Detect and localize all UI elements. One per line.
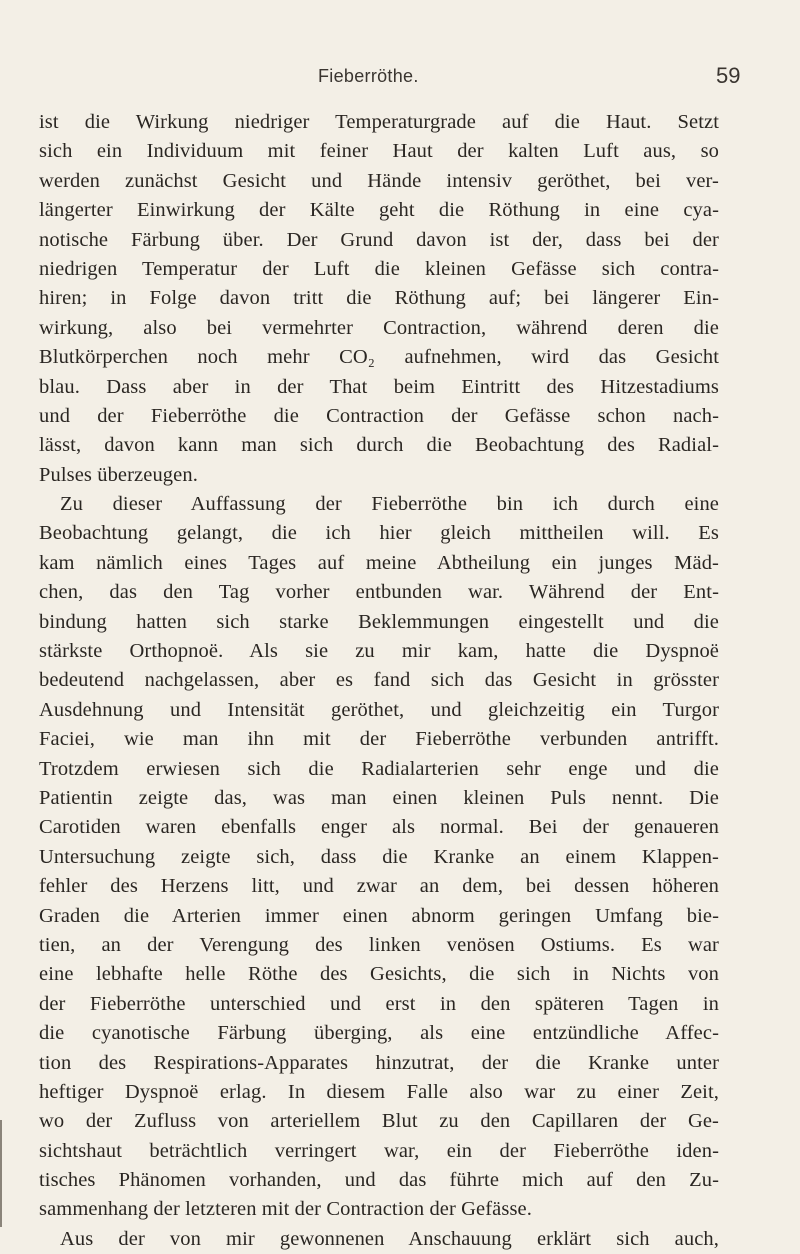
text-line: tisches Phänomen vorhanden, und das führte mich auf den Zu- xyxy=(39,1169,719,1192)
text-line: sichtshaut beträchtlich verringert war, ein der Fieberröthe iden- xyxy=(39,1139,719,1162)
text-line: eine lebhafte helle Röthe des Gesichts, die sich in Nichts von xyxy=(39,963,719,986)
text-line: fehler des Herzens litt, und zwar an dem, bei dessen höheren xyxy=(39,875,719,898)
text-line: ist die Wirkung niedriger Temperaturgrade auf die Haut. Setzt xyxy=(39,111,719,133)
text-line: blau. Dass aber in der That beim Eintritt des Hitzestadiums xyxy=(39,375,719,398)
page-edge-shadow xyxy=(0,1120,2,1227)
text-line: Zu dieser Auffassung der Fieberröthe bin ich durch eine xyxy=(60,493,719,516)
text-line: Blutkörperchen noch mehr CO₂ aufnehmen, wird das Gesicht xyxy=(39,346,719,369)
text-line: lässt, davon kann man sich durch die Beobachtung des Radial- xyxy=(39,434,719,457)
text-line: hiren; in Folge davon tritt die Röthung auf; bei längerer Ein- xyxy=(39,287,719,310)
text-line: niedrigen Temperatur der Luft die kleinen Gefässe sich contra- xyxy=(39,257,719,280)
text-line: Untersuchung zeigte sich, dass die Kranke an einem Klappen- xyxy=(39,845,719,868)
text-line: Carotiden waren ebenfalls enger als normal. Bei der genaueren xyxy=(39,816,719,839)
body-text xyxy=(39,108,719,1254)
text-line: wo der Zufluss von arteriellem Blut zu den Capillaren der Ge- xyxy=(39,1110,719,1133)
text-line: Aus der von mir gewonnenen Anschauung erklärt sich auch, xyxy=(60,1227,719,1250)
text-line: und der Fieberröthe die Contraction der Gefässe schon nach- xyxy=(39,404,719,427)
running-title: Fieberröthe. xyxy=(318,66,419,86)
text-line: bindung hatten sich starke Beklemmungen eingestellt und die xyxy=(39,610,719,633)
text-line: heftiger Dyspnoë erlag. In diesem Falle also war zu einer Zeit, xyxy=(39,1080,719,1103)
text-line: bedeutend nachgelassen, aber es fand sich das Gesicht in grösster xyxy=(39,669,719,692)
text-line: der Fieberröthe unterschied und erst in den späteren Tagen in xyxy=(39,992,719,1015)
text-line: notische Färbung über. Der Grund davon ist der, dass bei der xyxy=(39,228,719,251)
text-line: Ausdehnung und Intensität geröthet, und gleichzeitig ein Turgor xyxy=(39,698,719,721)
running-head xyxy=(0,63,800,96)
text-line: werden zunächst Gesicht und Hände intensiv geröthet, bei ver- xyxy=(39,169,719,192)
text-line: Trotzdem erwiesen sich die Radialarterien sehr enge und die xyxy=(39,757,719,780)
text-line: Graden die Arterien immer einen abnorm geringen Umfang bie- xyxy=(39,904,719,927)
text-line: sammenhang der letzteren mit der Contraction der Gefässe. xyxy=(39,1198,532,1221)
text-line: tien, an der Verengung des linken venösen Ostiums. Es war xyxy=(39,933,719,956)
text-line: Faciei, wie man ihn mit der Fieberröthe verbunden antrifft. xyxy=(39,728,719,751)
text-line: die cyanotische Färbung überging, als eine entzündliche Affec- xyxy=(39,1022,719,1045)
text-line: Beobachtung gelangt, die ich hier gleich mittheilen will. Es xyxy=(39,522,719,545)
text-line: Pulses überzeugen. xyxy=(39,463,198,486)
text-line: längerter Einwirkung der Kälte geht die Röthung in eine cya- xyxy=(39,199,719,222)
text-line: sich ein Individuum mit feiner Haut der kalten Luft aus, so xyxy=(39,140,719,163)
text-line: tion des Respirations-Apparates hinzutrat, der die Kranke unter xyxy=(39,1051,719,1074)
page-number: 59 xyxy=(716,63,741,88)
text-line: chen, das den Tag vorher entbunden war. Während der Ent- xyxy=(39,581,719,604)
text-line: kam nämlich eines Tages auf meine Abtheilung ein junges Mäd- xyxy=(39,551,719,574)
text-line: wirkung, also bei vermehrter Contraction, während deren die xyxy=(39,316,719,339)
text-line: stärkste Orthopnoë. Als sie zu mir kam, hatte die Dyspnoë xyxy=(39,640,719,663)
text-line: Patientin zeigte das, was man einen kleinen Puls nennt. Die xyxy=(39,786,719,809)
